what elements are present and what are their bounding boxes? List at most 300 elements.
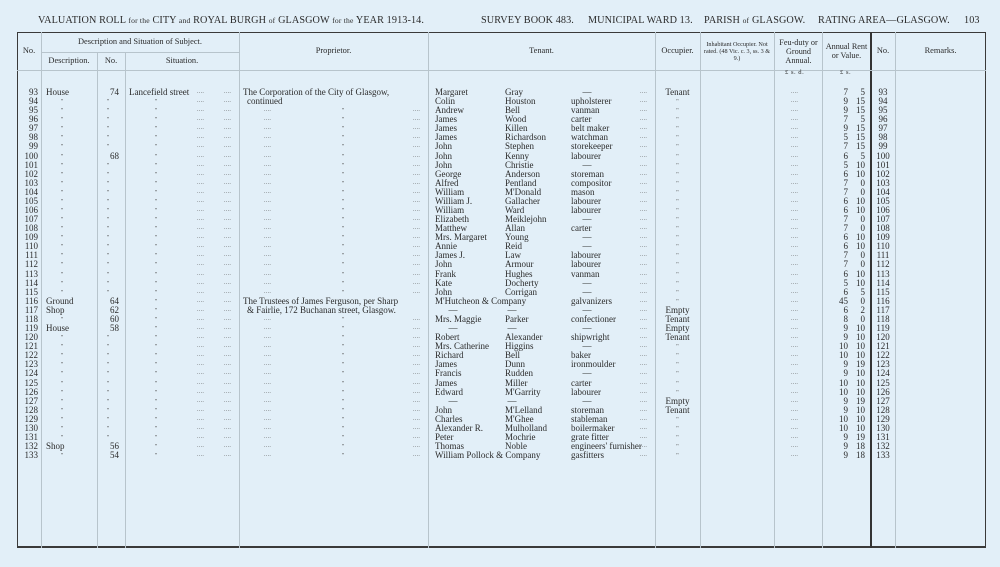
row-number-right: 133 <box>876 450 890 461</box>
situation-dots: .... <box>224 116 232 123</box>
table-row <box>0 342 1000 351</box>
row-rent-pounds: 45 <box>839 295 848 306</box>
feu-dots: .... <box>791 370 799 377</box>
row-number-right: 93 <box>878 87 888 97</box>
row-tenant-first: Edward <box>435 386 463 397</box>
row-street-number: 62 <box>110 304 119 315</box>
row-proprietor: " <box>341 107 345 115</box>
proprietor-trustees-line2: & Fairlie, 172 Buchanan street, Glasgow. <box>247 305 396 315</box>
row-number: 120 <box>24 332 38 343</box>
feu-dots: .... <box>791 125 799 132</box>
row-tenant-first: William J. <box>435 195 473 206</box>
proprietor-dots: .... <box>264 279 272 286</box>
row-street-number: 68 <box>110 150 119 161</box>
feu-dots: .... <box>791 143 799 150</box>
situation-dots: .... <box>224 315 232 322</box>
occupation-dots: .... <box>640 406 648 413</box>
row-rent-shillings: 15 <box>856 96 865 107</box>
row-proprietor: " <box>341 207 345 215</box>
row-number-right: 120 <box>876 332 890 343</box>
row-tenant-last: Dunn <box>505 359 525 370</box>
row-tenant-last: — <box>507 395 517 406</box>
row-situation: " <box>154 243 158 251</box>
row-description: " <box>60 433 64 441</box>
occupation-dots: .... <box>640 297 648 304</box>
row-situation: " <box>154 216 158 224</box>
situation-dots: .... <box>197 170 205 177</box>
row-description: " <box>60 234 64 242</box>
row-tenant-first: Robert <box>435 332 460 343</box>
row-number: 105 <box>24 195 38 206</box>
row-situation: " <box>154 415 158 423</box>
proprietor-dots: .... <box>413 406 421 413</box>
title-part: VALUATION ROLL <box>38 15 126 26</box>
row-proprietor: " <box>341 315 345 323</box>
row-number-right: 130 <box>876 422 890 433</box>
row-occupier: " <box>676 370 679 378</box>
row-occupier: " <box>676 297 679 305</box>
feu-dots: .... <box>791 343 799 350</box>
row-proprietor: " <box>341 433 345 441</box>
row-street-number: " <box>106 261 110 269</box>
occupation-dots: .... <box>640 306 648 313</box>
table-row <box>0 161 1000 170</box>
situation-dots: .... <box>197 306 205 313</box>
occupation-dots: .... <box>640 225 648 232</box>
row-rent-pounds: 9 <box>843 323 848 334</box>
occupation-dots: .... <box>640 170 648 177</box>
row-tenant-first: James <box>435 377 457 388</box>
situation-dots: .... <box>197 388 205 395</box>
row-rent-pounds: 5 <box>843 277 848 288</box>
row-occupation: engineers' furnisher <box>571 441 642 452</box>
situation-dots: .... <box>224 388 232 395</box>
row-occupation: baker <box>571 350 591 361</box>
proprietor-dots: .... <box>264 325 272 332</box>
situation-dots: .... <box>224 452 232 459</box>
situation-dots: .... <box>197 197 205 204</box>
row-proprietor: " <box>341 352 345 360</box>
row-tenant-last: Bell <box>505 350 520 361</box>
row-description: " <box>60 125 64 133</box>
row-rent-pounds: 10 <box>839 350 848 361</box>
row-rent-shillings: 2 <box>860 304 865 315</box>
row-description: " <box>60 424 64 432</box>
row-occupier: " <box>676 243 679 251</box>
row-proprietor: " <box>341 161 345 169</box>
proprietor-dots: .... <box>413 370 421 377</box>
proprietor-dots: .... <box>413 415 421 422</box>
occupation-dots: .... <box>640 397 648 404</box>
proprietor-dots: .... <box>264 406 272 413</box>
row-tenant-first: John <box>435 159 453 170</box>
row-street-number: " <box>106 334 110 342</box>
row-occupation: carter <box>571 377 592 388</box>
row-tenant-first: John <box>435 150 453 161</box>
situation-dots: .... <box>224 406 232 413</box>
row-situation: " <box>154 433 158 441</box>
situation-dots: .... <box>197 188 205 195</box>
row-occupation: labourer <box>571 250 601 261</box>
table-row <box>0 415 1000 424</box>
proprietor-dots: .... <box>264 216 272 223</box>
proprietor-dots: .... <box>264 424 272 431</box>
proprietor-dots: .... <box>264 161 272 168</box>
occupation-dots: .... <box>640 288 648 295</box>
row-situation: " <box>154 143 158 151</box>
table-row <box>0 451 1000 460</box>
situation-dots: .... <box>224 379 232 386</box>
situation-dots: .... <box>224 216 232 223</box>
row-number-right: 97 <box>878 123 888 134</box>
row-description: " <box>60 170 64 178</box>
row-rent-pounds: 10 <box>839 386 848 397</box>
header-number: No. <box>104 56 118 65</box>
table-row <box>0 424 1000 433</box>
row-situation: " <box>154 98 158 106</box>
table-row <box>0 379 1000 388</box>
row-description: " <box>60 252 64 260</box>
row-occupation: grate fitter <box>571 431 609 442</box>
row-rent-shillings: 0 <box>860 313 865 324</box>
row-number-right: 111 <box>876 250 890 261</box>
row-situation: " <box>154 361 158 369</box>
row-number: 100 <box>24 150 38 161</box>
occupation-dots: .... <box>640 370 648 377</box>
occupation-dots: .... <box>640 207 648 214</box>
situation-dots: .... <box>197 270 205 277</box>
proprietor-dots: .... <box>413 161 421 168</box>
situation-dots: .... <box>197 143 205 150</box>
situation-dots: .... <box>224 397 232 404</box>
row-tenant-first: Kate <box>435 277 452 288</box>
row-number-right: 112 <box>876 259 890 270</box>
occupation-dots: .... <box>640 161 648 168</box>
row-tenant-last: Houston <box>505 96 536 107</box>
row-street-number: " <box>106 252 110 260</box>
row-situation: " <box>154 252 158 260</box>
situation-dots: .... <box>224 98 232 105</box>
row-tenant-last: Pentland <box>505 177 537 188</box>
situation-dots: .... <box>224 179 232 186</box>
row-proprietor: " <box>341 397 345 405</box>
row-number-right: 95 <box>878 105 888 116</box>
row-rent-shillings: 15 <box>856 123 865 134</box>
row-tenant-name: M'Hutcheon & Company <box>435 295 527 306</box>
row-number: 112 <box>24 259 38 270</box>
row-number: 125 <box>24 377 38 388</box>
proprietor-dots: .... <box>413 107 421 114</box>
row-rent-pounds: 9 <box>843 96 848 107</box>
municipal-ward: MUNICIPAL WARD 13. <box>588 15 693 26</box>
row-situation: " <box>154 343 158 351</box>
row-occupation: carter <box>571 114 592 125</box>
row-tenant-first: Francis <box>435 368 462 379</box>
row-rent-shillings: 5 <box>860 114 865 125</box>
row-tenant-last: Corrigan <box>505 286 537 297</box>
row-proprietor: " <box>341 116 345 124</box>
row-occupation: compositor <box>571 177 612 188</box>
row-description: " <box>60 98 64 106</box>
row-street-number: " <box>106 225 110 233</box>
row-rent-pounds: 9 <box>843 368 848 379</box>
row-number: 118 <box>24 313 38 324</box>
row-rent-pounds: 9 <box>843 395 848 406</box>
row-tenant-first: John <box>435 404 453 415</box>
row-rent-shillings: 5 <box>860 87 865 97</box>
occupation-dots: .... <box>640 107 648 114</box>
feu-dots: .... <box>791 179 799 186</box>
proprietor-dots: .... <box>264 152 272 159</box>
proprietor-dots: .... <box>264 315 272 322</box>
row-occupier: " <box>676 424 679 432</box>
situation-dots: .... <box>197 107 205 114</box>
row-number-right: 109 <box>876 232 890 243</box>
proprietor-dots: .... <box>264 379 272 386</box>
row-rent-pounds: 7 <box>843 177 848 188</box>
row-proprietor: " <box>341 270 345 278</box>
situation-dots: .... <box>224 170 232 177</box>
row-rent-shillings: 10 <box>856 422 865 433</box>
row-tenant-first: John <box>435 141 453 152</box>
proprietor-dots: .... <box>264 107 272 114</box>
row-rent-shillings: 19 <box>856 359 865 370</box>
occupation-dots: .... <box>640 197 648 204</box>
row-rent-pounds: 9 <box>843 105 848 116</box>
row-tenant-last: Meiklejohn <box>505 214 547 225</box>
row-tenant-last: M'Lelland <box>505 404 543 415</box>
proprietor-dots: .... <box>413 207 421 214</box>
row-occupation: — <box>582 214 592 225</box>
row-proprietor: " <box>341 406 345 414</box>
situation-dots: .... <box>197 415 205 422</box>
proprietor-dots: .... <box>413 379 421 386</box>
row-rent-shillings: 0 <box>860 214 865 225</box>
occupation-dots: .... <box>640 243 648 250</box>
row-street-number: " <box>106 197 110 205</box>
occupation-dots: .... <box>640 424 648 431</box>
situation-dots: .... <box>197 261 205 268</box>
row-tenant-first: William <box>435 186 465 197</box>
row-tenant-last: Ward <box>505 205 525 216</box>
header-remarks: Remarks. <box>924 46 957 55</box>
row-proprietor: " <box>341 452 345 460</box>
row-rent-shillings: 10 <box>856 368 865 379</box>
row-occupier: Tenant <box>665 404 690 415</box>
occupation-dots: .... <box>640 279 648 286</box>
proprietor-corporation-line1: The Corporation of the City of Glasgow, <box>243 87 390 97</box>
table-row <box>0 369 1000 378</box>
proprietor-dots: .... <box>264 397 272 404</box>
row-rent-shillings: 0 <box>860 223 865 234</box>
row-description: " <box>60 188 64 196</box>
proprietor-corporation-line2: continued <box>247 96 283 106</box>
occupation-dots: .... <box>640 334 648 341</box>
row-proprietor: " <box>341 261 345 269</box>
row-situation: " <box>154 207 158 215</box>
row-number: 129 <box>24 413 38 424</box>
situation-dots: .... <box>197 397 205 404</box>
row-number-right: 107 <box>876 214 890 225</box>
proprietor-dots: .... <box>264 288 272 295</box>
title-part: and <box>178 16 191 25</box>
row-description: " <box>60 161 64 169</box>
row-occupier: " <box>676 179 679 187</box>
occupation-dots: .... <box>640 143 648 150</box>
row-occupation: stableman <box>571 413 608 424</box>
row-proprietor: " <box>341 170 345 178</box>
feu-dots: .... <box>791 279 799 286</box>
feu-dots: .... <box>791 433 799 440</box>
row-proprietor: " <box>341 188 345 196</box>
row-rent-shillings: 10 <box>856 195 865 206</box>
row-occupation: — <box>582 232 592 243</box>
feu-dots: .... <box>791 424 799 431</box>
row-street-number: " <box>106 107 110 115</box>
row-description: " <box>60 343 64 351</box>
row-number: 124 <box>24 368 38 379</box>
row-number: 116 <box>24 295 38 306</box>
row-rent-shillings: 18 <box>856 450 865 461</box>
feu-dots: .... <box>791 161 799 168</box>
situation-dots: .... <box>197 216 205 223</box>
row-street-number: " <box>106 397 110 405</box>
row-number: 101 <box>24 159 38 170</box>
row-number-right: 116 <box>876 295 890 306</box>
proprietor-dots: .... <box>413 279 421 286</box>
table-row <box>0 97 1000 106</box>
row-description: " <box>60 361 64 369</box>
row-rent-pounds: 7 <box>843 141 848 152</box>
feu-dots: .... <box>791 152 799 159</box>
row-number-right: 98 <box>878 132 888 143</box>
row-number-right: 100 <box>876 150 890 161</box>
row-rent-shillings: 10 <box>856 404 865 415</box>
row-occupier: " <box>676 116 679 124</box>
row-rent-shillings: 10 <box>856 386 865 397</box>
situation-dots: .... <box>197 252 205 259</box>
row-occupation: vanman <box>571 105 600 116</box>
proprietor-dots: .... <box>413 197 421 204</box>
row-situation: " <box>154 443 158 451</box>
row-rent-pounds: 9 <box>843 450 848 461</box>
row-proprietor: " <box>341 334 345 342</box>
row-rent-shillings: 5 <box>860 150 865 161</box>
proprietor-dots: .... <box>264 270 272 277</box>
row-street-number: " <box>106 388 110 396</box>
row-number: 130 <box>24 422 38 433</box>
feu-dots: .... <box>791 388 799 395</box>
row-tenant-first: Margaret <box>435 87 468 97</box>
row-number: 106 <box>24 205 38 216</box>
row-rent-pounds: 7 <box>843 186 848 197</box>
row-number: 127 <box>24 395 38 406</box>
feu-dots: .... <box>791 406 799 413</box>
title-part: GLASGOW <box>278 15 330 26</box>
row-situation: " <box>154 270 158 278</box>
row-proprietor: " <box>341 179 345 187</box>
row-occupier: " <box>676 261 679 269</box>
situation-dots: .... <box>224 370 232 377</box>
situation-dots: .... <box>197 443 205 450</box>
row-description: " <box>60 379 64 387</box>
row-rent-pounds: 6 <box>843 304 848 315</box>
row-tenant-first: Matthew <box>435 223 467 234</box>
row-tenant-last: Armour <box>505 259 534 270</box>
occupation-dots: .... <box>640 433 648 440</box>
situation-dots: .... <box>224 361 232 368</box>
row-street-number: " <box>106 433 110 441</box>
row-tenant-last: Mulholland <box>505 422 547 433</box>
row-tenant-last: Gray <box>505 87 523 97</box>
row-rent-pounds: 7 <box>843 259 848 270</box>
row-description: " <box>60 107 64 115</box>
row-occupier: " <box>676 361 679 369</box>
feu-dots: .... <box>791 334 799 341</box>
row-situation: " <box>154 188 158 196</box>
row-occupier: " <box>676 234 679 242</box>
row-occupier: " <box>676 216 679 224</box>
row-street-number: " <box>106 270 110 278</box>
row-occupation: ironmoulder <box>571 359 616 370</box>
situation-dots: .... <box>197 161 205 168</box>
row-rent-shillings: 10 <box>856 323 865 334</box>
row-tenant-first: — <box>448 304 458 315</box>
proprietor-dots: .... <box>413 397 421 404</box>
row-occupier: " <box>676 98 679 106</box>
parish-label: PARISH <box>704 15 740 26</box>
table-row <box>0 88 1000 97</box>
row-description: House <box>46 323 69 334</box>
proprietor-dots: .... <box>413 179 421 186</box>
row-occupier: " <box>676 415 679 423</box>
proprietor-dots: .... <box>264 252 272 259</box>
situation-dots: .... <box>224 234 232 241</box>
row-occupation: labourer <box>571 195 601 206</box>
row-occupation: boilermaker <box>571 422 615 433</box>
row-number: 102 <box>24 168 38 179</box>
table-row <box>0 115 1000 124</box>
row-proprietor: " <box>341 234 345 242</box>
situation-dots: .... <box>197 315 205 322</box>
proprietor-dots: .... <box>413 334 421 341</box>
row-proprietor: " <box>341 143 345 151</box>
row-occupation: shipwright <box>571 332 610 343</box>
situation-dots: .... <box>224 279 232 286</box>
row-occupier: " <box>676 279 679 287</box>
table-row <box>0 251 1000 260</box>
row-description: " <box>60 397 64 405</box>
row-occupation: galvanizers <box>571 295 612 306</box>
feu-dots: .... <box>791 452 799 459</box>
row-tenant-first: John <box>435 259 453 270</box>
row-rent-pounds: 6 <box>843 168 848 179</box>
proprietor-dots: .... <box>413 270 421 277</box>
header-proprietor: Proprietor. <box>315 46 352 55</box>
proprietor-dots: .... <box>413 388 421 395</box>
proprietor-dots: .... <box>413 125 421 132</box>
row-street-number: " <box>106 370 110 378</box>
proprietor-dots: .... <box>413 352 421 359</box>
row-rent-pounds: 9 <box>843 441 848 452</box>
row-tenant-last: Parker <box>505 313 529 324</box>
row-number: 99 <box>29 141 38 152</box>
row-situation: " <box>154 125 158 133</box>
proprietor-dots: .... <box>413 433 421 440</box>
row-street-number: " <box>106 379 110 387</box>
situation-dots: .... <box>224 197 232 204</box>
proprietor-dots: .... <box>264 352 272 359</box>
